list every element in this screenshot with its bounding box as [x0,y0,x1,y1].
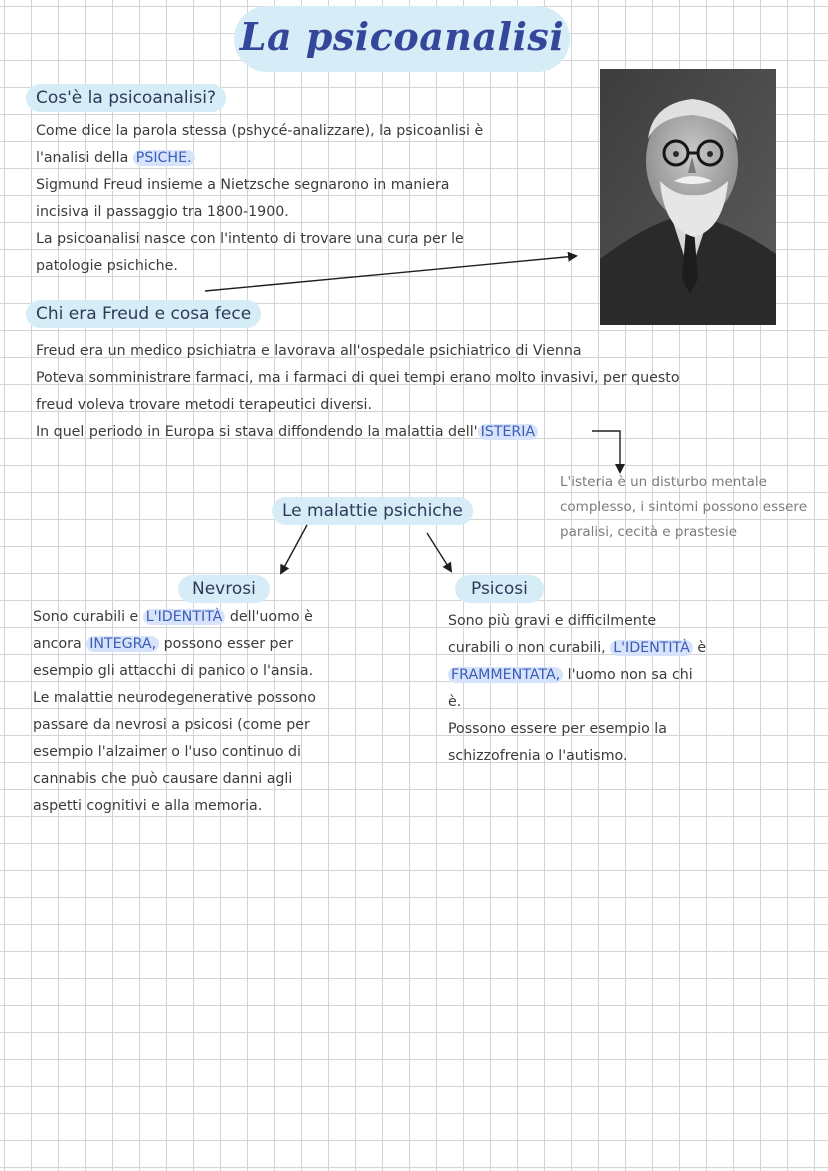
text-line: Possono essere per esempio la [448,721,667,737]
malattie-heading: Le malattie psichiche [272,497,473,525]
text-fragment: è [692,640,707,656]
arrow-to-nevrosi [281,525,307,573]
arrow-to-isteria-note [592,431,620,472]
section-heading-psicoanalisi: Cos'è la psicoanalisi? [26,84,226,112]
arrow-to-portrait [205,256,576,291]
text-fragment: dell'uomo è [225,609,313,625]
text-line: Sigmund Freud insieme a Nietzsche segnarono in maniera [36,177,450,193]
text-line: Freud era un medico psichiatra e lavorava all'ospedale psichiatrico di Vienna [36,343,582,359]
text-fragment: l'analisi della [36,150,133,166]
text-fragment: In quel periodo in Europa si stava diffondendo la malattia dell' [36,424,478,440]
note-line: L'isteria è un disturbo mentale [560,474,767,490]
text-line: Le malattie neurodegenerative possono [33,690,316,706]
text-line: è. [448,694,462,710]
text-line: aspetti cognitivi e alla memoria. [33,798,263,814]
highlight-isteria: ISTERIA [478,424,539,440]
text-line: Come dice la parola stessa (pshycé-analizzare), la psicoanlisi è [36,123,484,139]
note-line: complesso, i sintomi possono essere [560,499,807,515]
text-line: incisiva il passaggio tra 1800-1900. [36,204,289,220]
text-line: esempio gli attacchi di panico o l'ansia. [33,663,314,679]
text-fragment: l'uomo non sa chi [563,667,693,683]
text-fragment: ancora [33,636,87,652]
highlight-identita: L'IDENTITÀ [143,609,226,625]
highlight-psiche: PSICHE. [133,150,195,166]
text-line: passare da nevrosi a psicosi (come per [33,717,310,733]
text-line: Poteva somministrare farmaci, ma i farmaci di quei tempi erano molto invasivi, per questo [36,370,680,386]
text-fragment: curabili o non curabili, [448,640,611,656]
psicosi-heading: Psicosi [455,575,544,603]
highlight-integra: INTEGRA, [86,636,159,652]
text-line: cannabis che può causare danni agli [33,771,293,787]
text-line: La psicoanalisi nasce con l'intento di trovare una cura per le [36,231,464,247]
text-line: schizzofrenia o l'autismo. [448,748,628,764]
text-line: Sono più gravi e difficilmente [448,613,657,629]
text-fragment: possono esser per [159,636,294,652]
text-fragment: Sono curabili e [33,609,143,625]
text-line: patologie psichiche. [36,258,178,274]
highlight-identita: L'IDENTITÀ [610,640,693,656]
note-line: paralisi, cecità e prastesie [560,524,738,540]
section-heading-freud: Chi era Freud e cosa fece [26,300,261,328]
highlight-frammentata: FRAMMENTATA, [448,667,563,683]
text-line: freud voleva trovare metodi terapeutici diversi. [36,397,373,413]
page-title: La psicoanalisi [239,14,565,59]
nevrosi-heading: Nevrosi [178,575,270,603]
arrow-to-psicosi [427,533,451,571]
text-line: esempio l'alzaimer o l'uso continuo di [33,744,301,760]
